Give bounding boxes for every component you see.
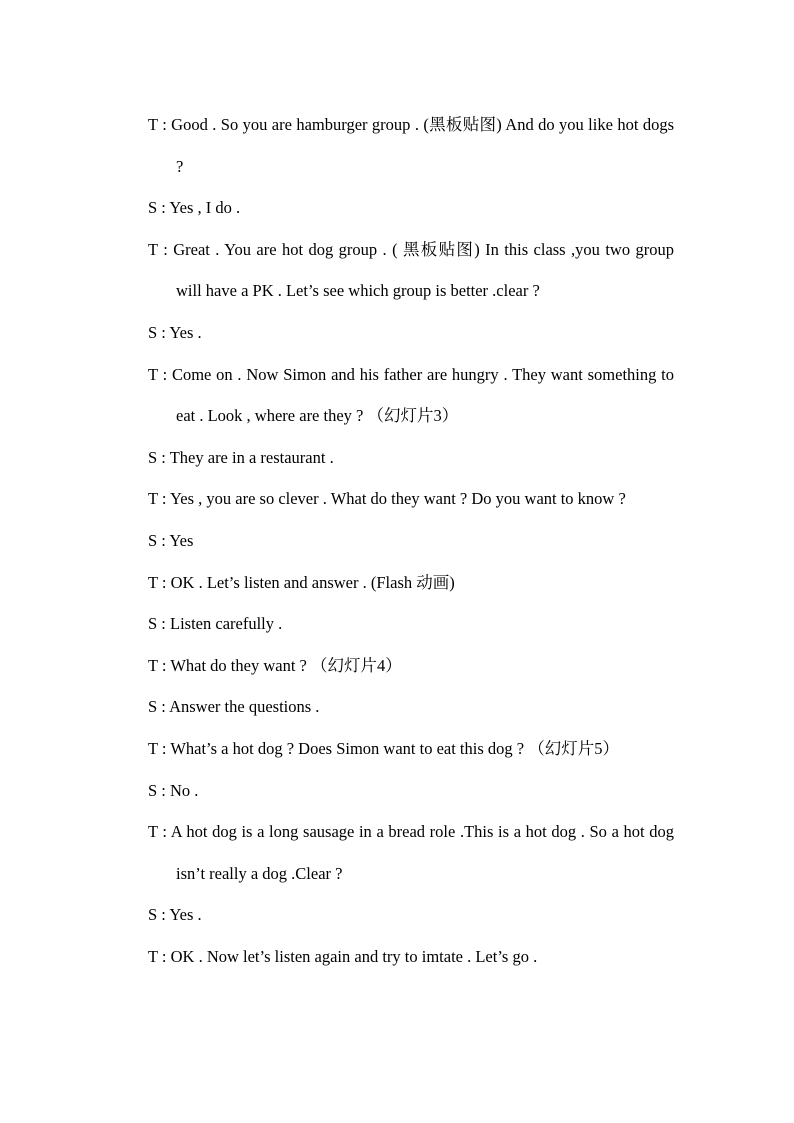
dialogue-line: T : Great . You are hot dog group . ( 黑板贴图) In this class ,you two group will have a PK . Let’s see which group is better .clear ?: [148, 239, 674, 301]
dialogue-line: T : What do they want ? （幻灯片4）: [148, 655, 402, 675]
dialogue-line: T : OK . Now let’s listen again and try to imtate . Let’s go .: [148, 946, 538, 966]
dialogue-line: S : Answer the questions .: [148, 697, 320, 717]
dialogue-line: S : No .: [148, 780, 199, 800]
dialogue-line: T : Yes , you are so clever . What do they want ? Do you want to know ?: [148, 489, 626, 509]
dialogue-line: T : A hot dog is a long sausage in a bread role .This is a hot dog . So a hot dog isn’t really a dog .Clear ?: [148, 822, 674, 883]
dialogue-line: T : Come on . Now Simon and his father are hungry . They want something to eat . Look , where are they ? （幻灯片3）: [148, 364, 674, 426]
dialogue-line: S : Yes .: [148, 905, 202, 925]
dialogue-line: S : Yes .: [148, 322, 202, 342]
dialogue-line: S : Listen carefully .: [148, 614, 283, 634]
dialogue-line: S : Yes , I do .: [148, 198, 241, 218]
dialogue-line: T : OK . Let’s listen and answer . (Flash 动画): [148, 572, 455, 592]
dialogue-line: T : What’s a hot dog ? Does Simon want to eat this dog ? （幻灯片5）: [148, 738, 619, 758]
dialogue-transcript: [148, 104, 674, 977]
dialogue-line: S : They are in a restaurant .: [148, 447, 334, 467]
dialogue-line: T : Good . So you are hamburger group . (黑板贴图) And do you like hot dogs ?: [148, 115, 674, 176]
dialogue-line: S : Yes: [148, 530, 194, 550]
